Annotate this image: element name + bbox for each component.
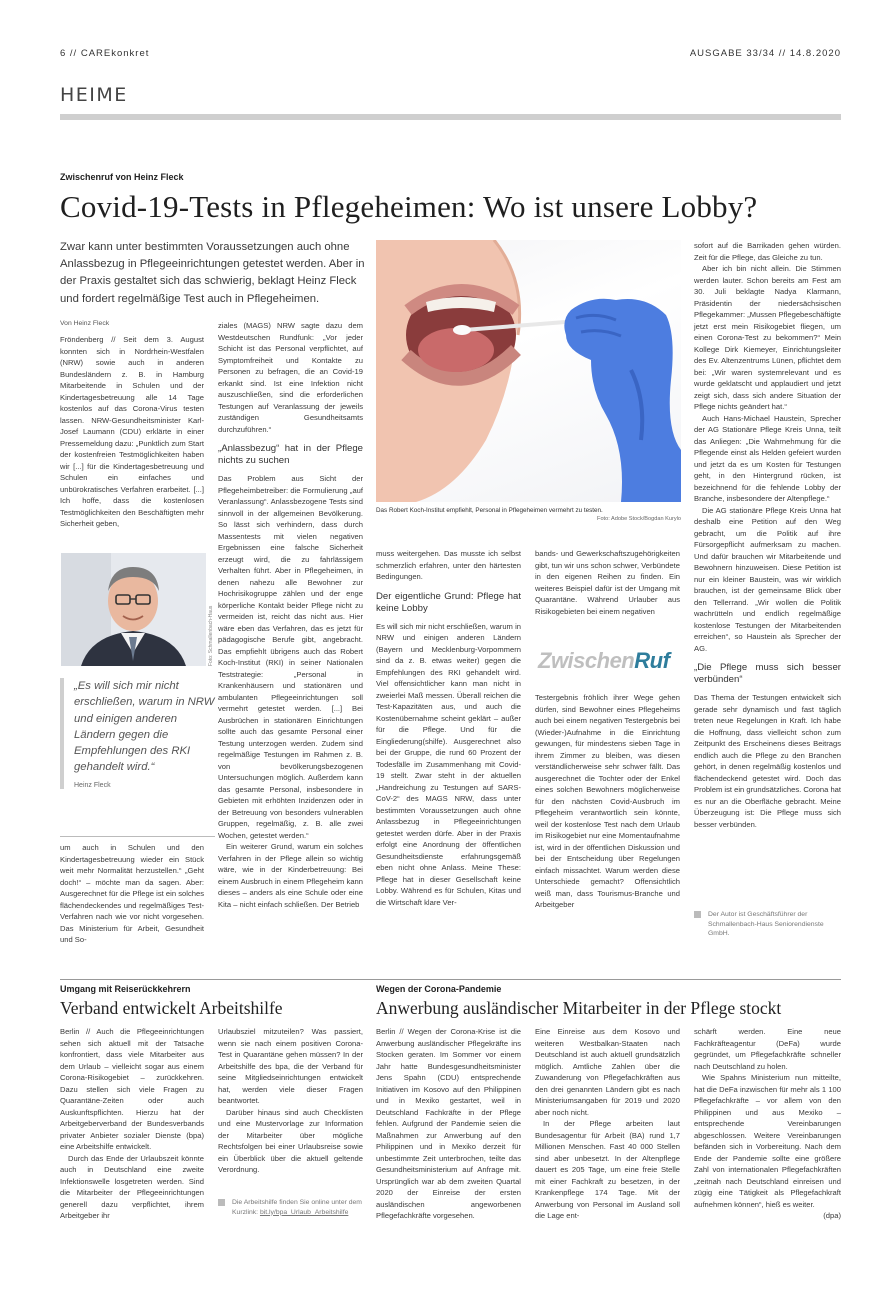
swab-test-illustration (376, 240, 681, 502)
article2-info-box (218, 1198, 363, 1217)
info-square-icon (218, 1199, 225, 1206)
main-lead: Zwar kann unter bestimmten Voraussetzungen auch ohne Anlassbezug in Pflegeeinrichtungen getestet werden. Aber in der Praxis gestaltet sich das schwierig, beklagt Heinz Fleck und fordert regelmäßige Test auch in Pflegeheimen. (60, 241, 365, 305)
main-col1-top: Fröndenberg // Seit dem 3. August konnten sich in Nordrhein-Westfalen (NRW) sowie auch in anderen Bundesländern z. B. in Hamburg Mitarbeitende in Schulen und der Kindertagesbetreuung alle 14 Tage kostenlos auf das Corona-Virus testen lassen. NRW-Gesundheitsminister Karl-Josef Laumann (CDU) erklärte in einer Pressemeldung dazu: „Punktlich zum Start der kostenfreien Testmöglichkeiten haben wir [...] für die Kindertagesbetreuung und Schulen ein einfaches und unbürokratisches Verfahren erarbeitet. [...] Ich hoffe, dass die kostenlosen Testmöglichkeiten den Beschäftigten mehr Sicherheit geben, (60, 335, 204, 528)
main-col5-para-b: Aber ich bin nicht allein. Die Stimmen werden lauter. Schon bereits am Fest am 30. Juli beklagte Nadya Klarmann, Präsidentin der niedersächsischen Pflegekammer: „Mussen Pflegebeschäftigte jetzt erst mein Risikogebiet fliegen, um einen Corona-Test zu bekommen?“ Mein Kollege Dirk Kiemeyer, Einrichtungsleiter des Ev. Altenzentrums Lünen, pflichtet dem bei: „Wir waren systemrelevant und es wurde geklatscht und applaudiert und jetzt zeigt sich, dass sich andere Situation der Pflege nichts geändert hat.“ (694, 264, 841, 411)
zwischenruf-logo-part2: Ruf (634, 648, 670, 673)
article3-col3 (694, 1026, 841, 1222)
article2-col2-para-a: Urlaubsziel mitzuteilen? Was passiert, wenn sie nach einem positiven Corona-Test in Quarantäne gehen müssen? In der Arbeitshilfe des bpa, die der Verband für seine Mitgliedseinrichtungen entwickelt hat, werden viele dieser Fragen beantwortet. (218, 1027, 363, 1105)
quote-rule (60, 836, 215, 837)
article2-col1 (60, 1026, 204, 1222)
main-col1-bottom: um auch in Schulen und den Kindertagesbetreuung wieder ein Stück weit mehr Normalität herzustellen.“ „Geht doch!“ – möchte man da sagen. Aber: Ausgerechnet für die Pflege ist ein solches flächendeckendes und regelmäßiges Test-Verfahren nach wie vor nicht vorgesehen. Das Ministerium für Arbeit, Gesundheit und So- (60, 843, 204, 944)
main-col2-para-a: ziales (MAGS) NRW sagte dazu dem Westdeutschen Rundfunk: „Vor jeder Schicht ist das Personal verpflichtet, auf Symptomfreiheit und Kontakte zu Personen zu befragen, die an Covid-19 erkankt sind. Ist eine Infektion nicht auszuschließen, sind die erforderlichen Testungen auf Veranlassung der jeweils zuständigen Gesundheitsamts durchzuführen.“ (218, 321, 363, 434)
swab-test-photo (376, 240, 681, 502)
pull-quote-author: Heinz Fleck (74, 781, 111, 789)
article2-col2-para-b: Darüber hinaus sind auch Checklisten und eine Mustervorlage zur Information der Mitarbeiter über mögliche Rechtsfolgen bei einer Urlaubsreise sowie ein Überblick über die aktuell geltende Verordnung. (218, 1107, 363, 1174)
main-col5-para-a: sofort auf die Barrikaden gehen würden. Zeit für die Pflege, das Gleiche zu tun. (694, 241, 841, 262)
article2-kicker: Umgang mit Reiserückkehrern (60, 984, 191, 994)
main-col5-para-e: Das Thema der Testungen entwickelt sich gerade sehr dynamisch und fast täglich treten neue Regelungen in Kraft. Ich habe die Hoffnung, dass vielleicht schon zum Zeitpunkt des Erscheinens dieses Beitrags endlich auch die Pflege zu den Branchen gehört, in denen regelmäßig kostenlos und flächendeckend getestet wird. Doch das Problem ist ein grundsätzliches. Corona hat es nur an die Oberfläche gebracht. Meine Überzeugung ist: Die Pflege muss sich besser verbünden. (694, 693, 841, 829)
pull-quote (60, 678, 215, 789)
article3-col2-para-a: Eine Einreise aus dem Kosovo und weiteren Westbalkan-Staaten nach Deutschland ist auch aktuell grundsätzlich möglich. Amtliche Zahlen über die Zuwanderung von Pflegefachkräften aus den drei genannten Ländern gibt es nach Ministeriumsangaben für 2019 und 2020 aber noch nicht. (535, 1027, 680, 1117)
article3-sign: (dpa) (823, 1211, 841, 1220)
zwischenruf-logo-part1: Zwischen (538, 648, 635, 673)
main-col2-para-c: Ein weiterer Grund, warum ein solches Verfahren in der Pflege allein so wichtig wäre, wie in der Kinderbetreuung: Bei einem Ausbruch in einem Pflegeheim kann dieses – anders als eine Schule oder eine Kita – nicht einfach schließen. Der Betrieb (218, 842, 363, 909)
article3-col1: Berlin // Wegen der Corona-Krise ist die Anwerbung ausländischer Pflegekräfte ins Stocken geraten. Im Sommer vor einem Jahr hatte Bundesgesundheitsminister Jens Spahn (CDU) entsprechende Initiativen im Kosovo auf den Philippinen und in Mexiko gestartet, weil in Deutschland Fachkräfte in der Pflege fehlen. Aufgrund der Pandemie seien die Maßnahmen zur Anwerbung auf den Philippinen und in Mexiko derzeit für unbestimmte Zeit unterbrochen, teilte das Gesundheitsministerium auf Anfrage mit. Ursprünglich war ab dem zweiten Quartal 2020 der Einreise der ersten ausländischen angeworbenen Pflegefachkräfte vorgesehen. (376, 1027, 521, 1220)
main-col3-para-b: Es will sich mir nicht erschließen, warum in NRW und einigen anderen Ländern (Bayern und Mecklenburg-Vorpommern sind da z. B. etwas weiter) gegen die Empfehlungen des RKI gehandelt wird. Viel offensichtlicher kann man nicht in zweierlei Maß messen. Überall reichen die Test-Kapazitäten aus, und auch die Kostenübernahme scheint geklärt – außer für die Pflege. Und für die Eingliederung(shilfe). Ausgerechnet also bei der Gruppe, die rund 60 Prozent der Todesfälle im Zusammenhang mit Covid-19 stellt. Zwar steht in der aktuellen „Handreichung zu Testungen auf SARS-CoV-2“ des MAGS NRW, dass unter bestimmten Voraussetzungen auch ohne Anlassbezug in Pflegeeinrichtungen getestet werden dürfe. Aber in der Praxis erfolgt eine Anordnung der öffentlichen Gesundheitsdienste erfahrungsgemäß eben nicht ohne Anlass. Meine These: Pflege hat in dieser Gesellschaft keine Lobby. Während es für Schulen, Kitas und die Wirtschaft klare Ver- (376, 621, 521, 907)
article3-col2 (535, 1026, 680, 1222)
article2-headline: Verband entwickelt Arbeitshilfe (60, 998, 283, 1018)
rubric-rule (60, 114, 841, 120)
article2-col2 (218, 1026, 363, 1176)
main-col3 (376, 548, 521, 908)
article2-info (218, 1198, 363, 1217)
portrait-credit: Foto: Schmallenbach-Haus (208, 605, 214, 666)
article2-info-text: Die Arbeitshilfe finden Sie online unter dem Kurzlink: (232, 1199, 362, 1216)
main-kicker: Zwischenruf von Heinz Fleck (60, 172, 184, 182)
main-col2-para-b: Das Problem aus Sicht der Pflegeheimbetreiber: die Formulierung „auf Veranlassung“. Anlassbezogene Tests sind sinnvoll in der allgemeinen Bevölkerung. So lässt sich verhindern, dass durch Massentests mit vielen negativen Ergebnissen eine falsche Sicherheit erzeugt wird, die zu fahrlässigem Verhalten führt. Aber in Pflegeheimen, in denen nahezu alle Bewohner zur Hochrisikogruppe zählen und der enge körperliche Kontakt beider Pflege nicht zu vermeiden ist, reicht das nicht aus. Hier wäre eben das Verfahren, das es jetzt für pädagogische Berufe gibt, angebracht. Das empfiehlt übrigens auch das Robert Koch-Institut (RKI) in seiner Nationalen Teststrategie: „Personal in Krankenhäusern und stationären und ambulanten Pflegeeinrichtungen soll vermehrt getestet werden. [...] Bei Ausbrüchen in stationären Einrichtungen sollte auch das gesamte Personal einer Testung unterzogen werden. Zudem sind regelmäßige Testungen im Rahmen z. B. von bevölkerungsbezogenen Untersuchungen möglich. Außerdem kann das gesamte Personal, insbesondere in Gebieten mit erhöhten Inzidenzen oder in der Betreuung von besonders vulnerablen Gruppen, regelmäßig, z. B. alle zwei Wochen, getestet werden.“ (218, 474, 363, 840)
page-header-right: AUSGABE 33/34 // 14.8.2020 (689, 48, 841, 59)
main-col3-subheading: Der eigentliche Grund: Pflege hat keine Lobby (376, 590, 521, 614)
author-portrait (61, 553, 206, 666)
pull-quote-text: „Es will sich mir nicht erschließen, warum in NRW und einigen anderen Ländern gegen die Empfehlungen des RKI gehandelt wird.“ (74, 680, 215, 774)
main-col3-para-a: muss weitergehen. Das musste ich selbst schmerzlich erfahren, unter den härtesten Bedingungen. (376, 549, 521, 581)
photo-caption-text: Das Robert Koch-Institut empfiehlt, Personal in Pflegeheimen vermehrt zu testen. (376, 507, 603, 514)
article2-col1-para-a: Berlin // Auch die Pflegeeinrichtungen sehen sich aktuell mit der Tatsache konfrontiert, dass viele Mitarbeiter aus dem Urlaub – vielleicht sogar aus einem Corona-Risikogebiet – zurückkehren. Dazu stellen sich viele Fragen zu Quarantäne-Zeiten oder auch Auskunftspflichten. Hierzu hat der Arbeitgeberverband der Bundesverbands privater Anbieter sozialer Dienste (bpa) eine Arbeitshilfe entwickelt. (60, 1027, 204, 1151)
page-header-left: 6 // CAREkonkret (60, 48, 150, 59)
main-headline: Covid-19-Tests in Pflegeheimen: Wo ist unsere Lobby? (60, 189, 758, 224)
article2-col1-para-b: Durch das Ende der Urlaubszeit könnte auch in Deutschland eine zweite Infektionswelle losgetreten werden. Sind die Mitarbeiter der Pflegeeinrichtungen generell dazu verpflichtet, ihrem Arbeitgeber ihr (60, 1153, 204, 1220)
main-col2-subheading: „Anlassbezug“ hat in der Pflege nichts zu suchen (218, 443, 363, 466)
article3-col3-para-a: schärft werden. Eine neue Fachkräfteagentur (DeFa) wurde gegründet, um Pflegefachkräfte schneller nach Deutschland zu holen. (694, 1027, 841, 1071)
main-col5 (694, 240, 841, 830)
main-author: Von Heinz Fleck (60, 320, 110, 327)
article3-col2-para-b: In der Pflege arbeiten laut Bundesagentur für Arbeit (BA) rund 1,7 Millionen Menschen. Fast 40 000 Stellen sind aber unbesetzt. In der Altenpflege dauert es 205 Tage, um eine freie Stelle mit einer Fachkraft zu besetzen, in der Krankenpflege 174 Tage. Mit der Anwerbung von Personal im Ausland soll die Lage ent- (535, 1119, 680, 1220)
info-square-icon (694, 911, 701, 918)
article3-headline: Anwerbung ausländischer Mitarbeiter in der Pflege stockt (376, 998, 782, 1018)
author-portrait-image (61, 553, 206, 666)
main-col2 (218, 320, 363, 910)
section-divider (60, 979, 841, 980)
photo-credit: Foto: Adobe Stock/Bogdan Kurylo (597, 516, 681, 522)
photo-caption (376, 506, 681, 524)
article2-info-link[interactable]: bit.ly/bpa_Urlaub_Arbeitshilfe (259, 1208, 349, 1216)
main-col4-bottom: Testergebnis fröhlich ihrer Wege gehen dürfen, sind Bewohner eines Pflegeheims auch bei einem negativen Testergebnis bei (Wieder-)Aufnahme in die Einrichtung gewungen, für mindestens sieben Tage in ihrem Zimmer zu bleiben, was diesen verständlicherweise sehr schwer fällt. Das ausgerechnet die Tochter oder der Enkel eines solchen Bewohners möglicherweise für den nächsten Covid-Ausbruch im Pflegeheim verantwortlich sein könnte, weil der kostenlose Test nach dem Urlaub im Risikogebiet nur eine Momentaufnahme ist, wird in der öffentlichen Diskussion und bei der Entscheidung über Regelungen einfach missachtet. Warum werden diese Unterschiede gemacht? Offensichtlich weiß man, dass Tourismus-Branche und Arbeitgeber (535, 693, 680, 909)
main-col5-para-c: Auch Hans-Michael Haustein, Sprecher der AG Stationäre Pflege Kreis Unna, teilt das Anliegen: „Die Wahrnehmung für die Pflegende einst als Helden gefeiert wurden und jetzt da es um Kosten für Testungen geht, in den Hintergrund rücken, ist bezeichnend für die fehlende Lobby der Branche, insbesondere der Altenpflege.“ (694, 413, 841, 503)
zwischenruf-logo (538, 648, 669, 674)
author-note: Der Autor ist Geschäftsführer der Schmallenbach-Haus Seniorendienste GmbH. (708, 911, 824, 937)
section-rubric: HEIME (60, 84, 128, 106)
main-col4-top: bands- und Gewerkschaftszugehörigkeiten gibt, tun wir uns schon schwer, Verbündete in den eigenen Reihen zu finden. Ein weiteres Beispiel dafür ist der Umgang mit Quarantäne. Während Urlauber aus Risikogebieten bei einem negativen (535, 549, 680, 616)
main-col5-subheading: „Die Pflege muss sich besser verbünden“ (694, 662, 841, 685)
author-note-box (694, 910, 841, 939)
article3-kicker: Wegen der Corona-Pandemie (376, 984, 502, 994)
main-col5-para-d: Die AG stationäre Pflege Kreis Unna hat deshalb eine Petition auf den Weg gebracht, um die Politik auf ihre Fürsorgepflicht aufmerksam zu machen. Und dafür brauchen wir Mitarbeitende und Bewohnern hinzuweisen. Diese Petition ist nur ein kleiner Baustein, was wir wirklich brauchen, ist der gemeinsame Blick über den Tellerrand. „Wir wollen die Politik wachrütteln und endlich regelmäßige kostenlose Testungen der Mitarbeitenden erreichen“, so Haustein als Sprecher der AG. (694, 505, 841, 653)
article3-col3-para-b: Wie Spahns Ministerium nun mitteilte, hat die DeFa inzwischen für mehr als 1 100 Pflegefachkräfte – vor allem von den Philippinen und aus Mexiko – entsprechende Vereinbarungen abgeschlossen. Weitere Vereinbarungen befänden sich in Vorbereitung. Nach dem Ende der Pandemie sollte eine größere Zahl von internationalen Pflegefachkräften „zeitnah nach Deutschland einreisen und zügig eine Tätigkeit als Pflegefachkraft aufnehmen können“, hieß es weiter. (694, 1073, 841, 1209)
